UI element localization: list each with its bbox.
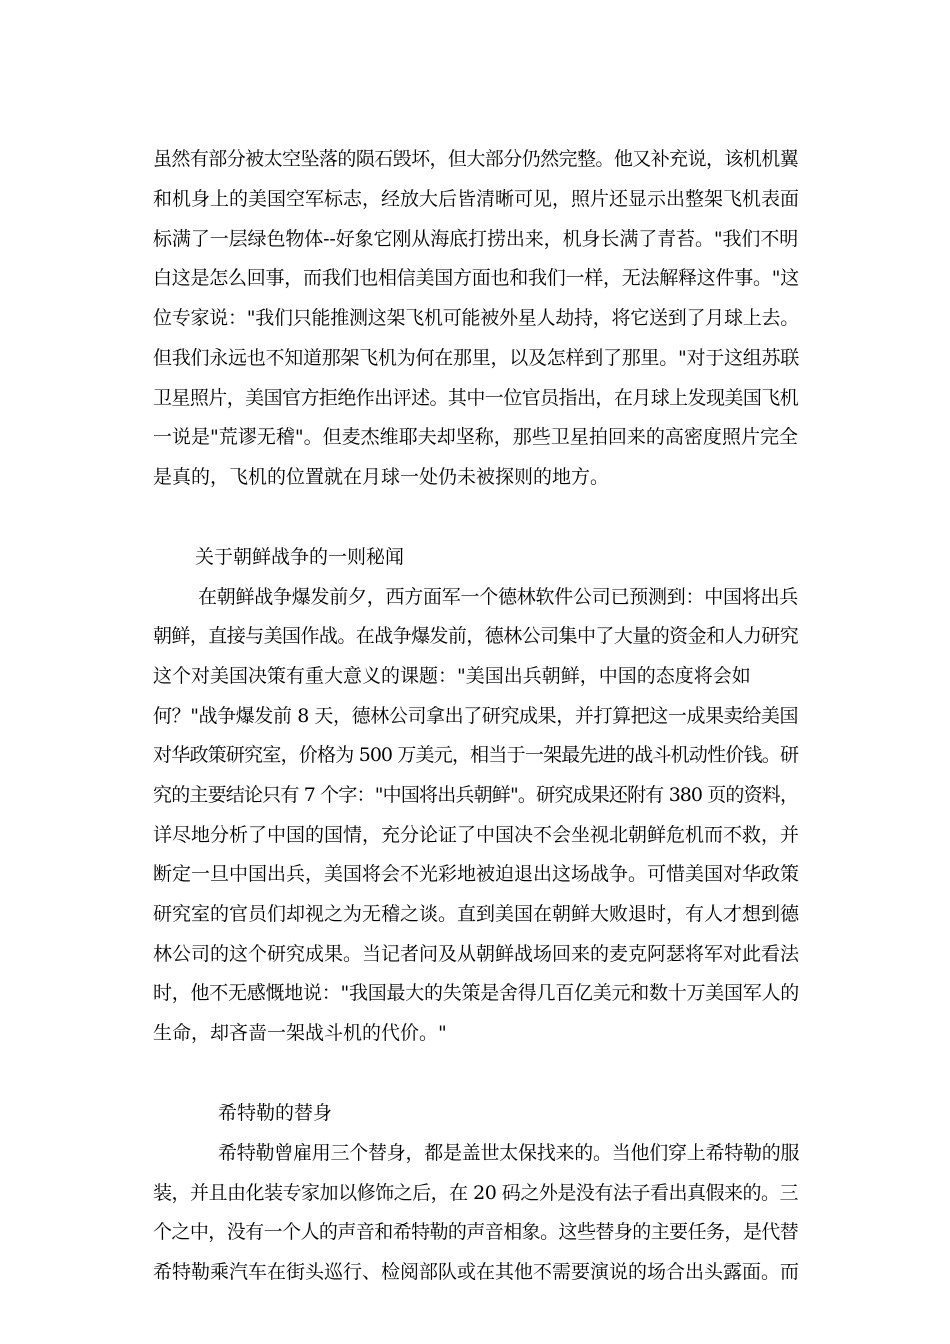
paragraph-line: 标满了一层绿色物体--好象它刚从海底打捞出来，机身长满了青苔。"我们不明: [153, 228, 798, 250]
paragraph-line: 虽然有部分被太空坠落的陨石毁坏，但大部分仍然完整。他又补充说，该机机翼: [153, 148, 798, 170]
paragraph-line: 何？"战争爆发前 8 天，德林公司拿出了研究成果，并打算把这一成果卖给美国: [153, 705, 798, 727]
paragraph-line: 朝鲜，直接与美国作战。在战争爆发前，德林公司集中了大量的资金和人力研究: [153, 625, 798, 647]
paragraph-line: 但我们永远也不知道那架飞机为何在那里，以及怎样到了那里。"对于这组苏联: [153, 347, 799, 369]
paragraph-line: 位专家说："我们只能推测这架飞机可能被外星人劫持，将它送到了月球上去。: [153, 307, 799, 329]
section-heading: 关于朝鲜战争的一则秘闻: [195, 546, 405, 568]
paragraph-line: 和机身上的美国空军标志，经放大后皆清晰可见，照片还显示出整架飞机表面: [153, 188, 800, 210]
paragraph-line: 这个对美国决策有重大意义的课题："美国出兵朝鲜，中国的态度将会如: [153, 665, 751, 687]
paragraph-line: 个之中，没有一个人的声音和希特勒的声音相象。这些替身的主要任务，是代替: [153, 1221, 798, 1243]
paragraph-line: 希特勒乘汽车在街头巡行、检阅部队或在其他不需要演说的场合出头露面。而: [153, 1261, 800, 1283]
paragraph-line: 装，并且由化装专家加以修饰之后，在 20 码之外是没有法子看出真假来的。三: [153, 1182, 798, 1204]
paragraph-line: 一说是"荒谬无稽"。但麦杰维耶夫却坚称，那些卫星拍回来的高密度照片完全: [153, 426, 798, 448]
paragraph-line: 生命，却吝啬一架战斗机的代价。": [153, 1022, 447, 1044]
paragraph-line: 究的主要结论只有 7 个字："中国将出兵朝鲜"。研究成果还附有 380 页的资料，: [153, 784, 798, 806]
section-heading: 希特勒的替身: [218, 1102, 333, 1124]
paragraph-line: 白这是怎么回事，而我们也相信美国方面也和我们一样，无法解释这件事。"这: [153, 267, 799, 289]
paragraph-line: 断定一旦中国出兵，美国将会不光彩地被迫退出这场战争。可惜美国对华政策: [153, 863, 800, 885]
paragraph-line: 时，他不无感慨地说："我国最大的失策是舍得几百亿美元和数十万美国军人的: [153, 982, 799, 1004]
paragraph-line: 详尽地分析了中国的国情，充分论证了中国决不会坐视北朝鲜危机而不救，并: [153, 824, 800, 846]
paragraph-line: 在朝鲜战争爆发前夕，西方面军一个德林软件公司已预测到：中国将出兵: [198, 586, 799, 608]
paragraph-line: 对华政策研究室，价格为 500 万美元，相当于一架最先进的战斗机动性价钱。研: [153, 744, 798, 766]
paragraph-line: 希特勒曾雇用三个替身，都是盖世太保找来的。当他们穿上希特勒的服: [218, 1142, 800, 1164]
paragraph-line: 是真的，飞机的位置就在月球一处仍未被探则的地方。: [153, 466, 610, 488]
paragraph-line: 卫星照片，美国官方拒绝作出评述。其中一位官员指出，在月球上发现美国飞机: [153, 387, 798, 409]
paragraph-line: 林公司的这个研究成果。当记者问及从朝鲜战场回来的麦克阿瑟将军对此看法: [153, 943, 800, 965]
paragraph-line: 研究室的官员们却视之为无稽之谈。直到美国在朝鲜大败退时，有人才想到德: [153, 903, 800, 925]
